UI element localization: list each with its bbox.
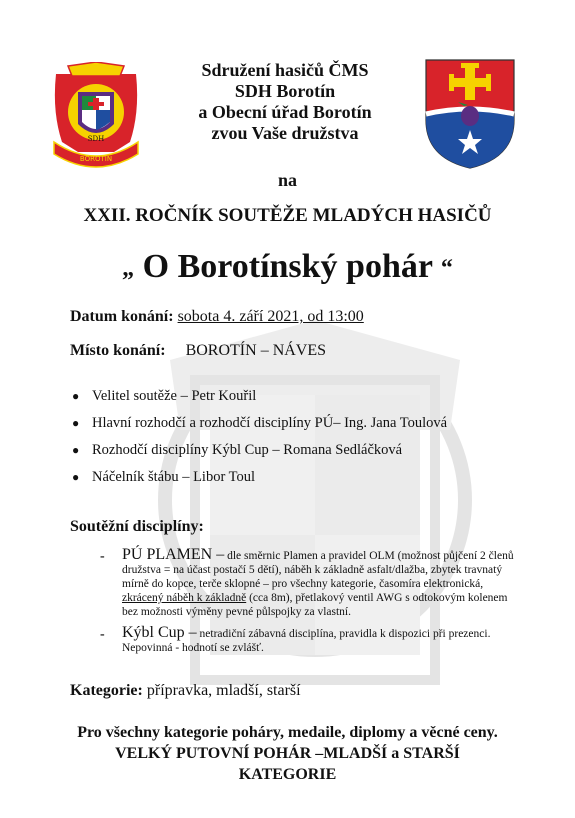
organizers-header <box>150 60 420 144</box>
discipline-text-continued: (cca 8m), přetlakový ventil AWG s odtokovým kolenem bez možnosti výměny pevné půlspojky za vlastní. <box>122 592 508 618</box>
dash-marker: - <box>100 627 105 642</box>
header-line-3: a Obecní úřad Borotín <box>198 102 372 122</box>
borotin-coat-of-arms-right <box>424 58 516 170</box>
category-line <box>70 682 301 700</box>
discipline-kybl-cup <box>100 626 520 655</box>
crest-bottom-text: BOROTÍN <box>79 155 113 163</box>
header-line-4: zvou Vaše družstva <box>211 123 359 143</box>
event-title-text: O Borotínský pohár <box>142 248 433 285</box>
place-value: BOROTÍN – NÁVES <box>185 342 327 359</box>
discipline-text: dle směrnic Plamen a pravidel OLM (možnost půjčení 2 členů družstva = na účast postačí 5 dětí), náběh k základně asfalt/dlažba, zbytek travnatý mírně do kopce, terče sklopné – pro všechny kategorie, časomíra elektronická, <box>122 550 514 590</box>
list-item: ● Náčelník štábu – Libor Toul <box>70 466 447 493</box>
discipline-name: PÚ PLAMEN – <box>122 546 225 563</box>
list-item: ● Hlavní rozhodčí a rozhodčí disciplíny PÚ– Ing. Jana Toulová <box>70 412 447 439</box>
prizes-footer <box>0 722 575 785</box>
discipline-name: Kýbl Cup – <box>122 624 197 641</box>
header-line-2: SDH Borotín <box>234 81 336 101</box>
category-label: Kategorie: <box>70 682 143 699</box>
crest-sdh-text: SDH <box>87 135 105 143</box>
date-line <box>70 308 364 326</box>
list-item: ● Rozhodčí disciplíny Kýbl Cup – Romana Sedláčková <box>70 439 447 466</box>
sdh-crest-left <box>48 62 144 172</box>
discipline-text: netradiční zábavná disciplína, pravidla k dispozici při prezenci. Nepovinná - hodnotí se zvlášť. <box>122 628 491 654</box>
place-label: Místo konání: <box>70 342 166 359</box>
date-label: Datum konání: <box>70 308 174 325</box>
category-value: přípravka, mladší, starší <box>146 682 301 699</box>
staff-list <box>70 385 447 493</box>
date-value: sobota 4. září 2021, od 13:00 <box>177 308 364 325</box>
discipline-pu-plamen <box>100 548 520 619</box>
place-line <box>70 342 326 360</box>
footer-line-1: Pro všechny kategorie poháry, medaile, diplomy a věcné ceny. <box>77 724 498 741</box>
dash-marker: - <box>100 549 105 564</box>
footer-line-3: KATEGORIE <box>238 766 337 783</box>
disciplines-heading: Soutěžní disciplíny: <box>70 518 204 535</box>
close-quote: “ <box>440 255 453 282</box>
event-title <box>0 248 575 286</box>
footer-line-2: VELKÝ PUTOVNÍ POHÁR –MLADŠÍ a STARŠÍ <box>115 745 460 762</box>
competition-year-heading: XXII. ROČNÍK SOUTĚŽE MLADÝCH HASIČŮ <box>83 205 492 226</box>
header-line-1: Sdružení hasičů ČMS <box>201 60 369 80</box>
na-text: na <box>277 170 297 190</box>
list-item: ● Velitel soutěže – Petr Kouřil <box>70 385 447 412</box>
discipline-underlined-text: zkrácený náběh k základně <box>122 592 247 604</box>
open-quote: „ <box>122 255 135 282</box>
